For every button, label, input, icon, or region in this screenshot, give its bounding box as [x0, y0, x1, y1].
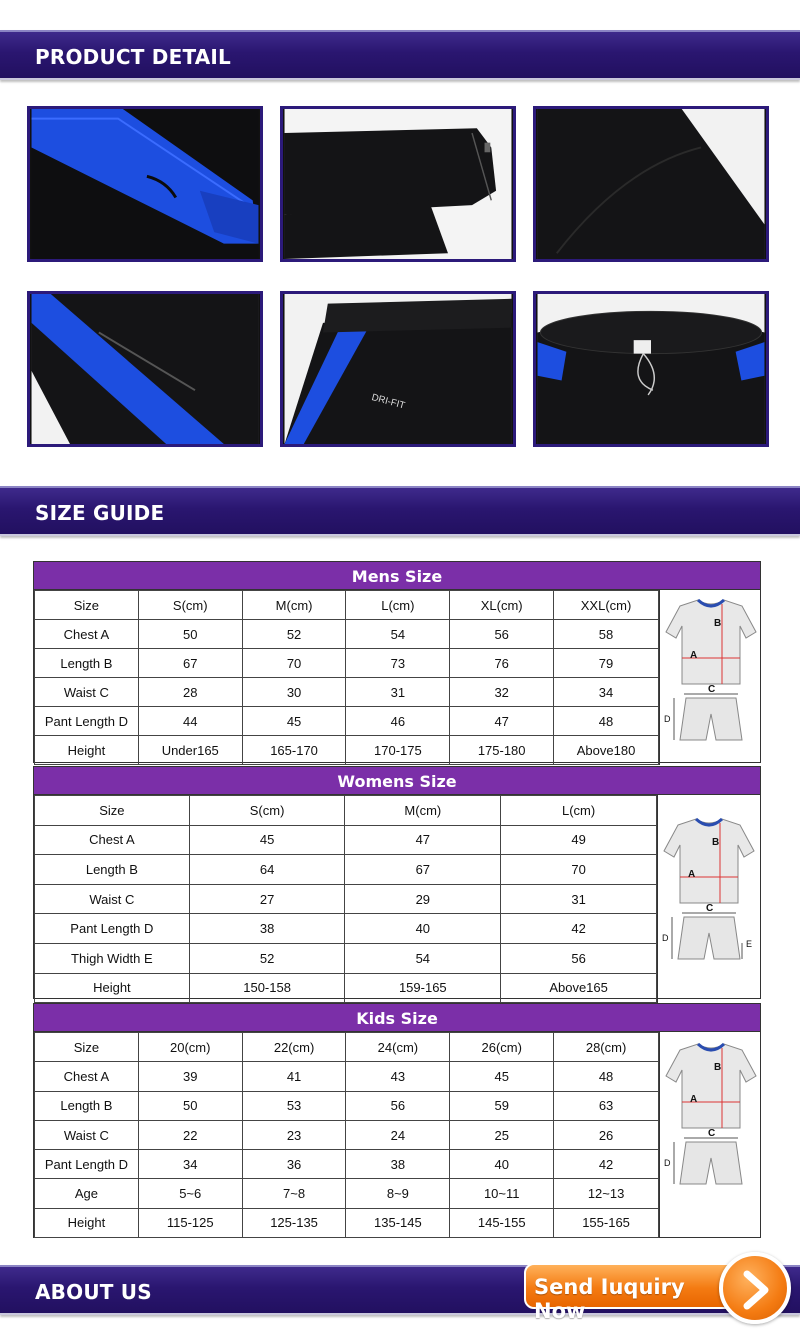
- row-label: Age: [35, 1179, 139, 1208]
- table-cell: 5~6: [138, 1179, 242, 1208]
- table-cell: 145-155: [450, 1208, 554, 1237]
- table-row: [35, 1120, 659, 1149]
- table-cell: 67: [138, 649, 242, 678]
- table-cell: 41: [242, 1062, 346, 1091]
- table-row: [35, 707, 659, 736]
- table-cell: 48: [554, 1062, 659, 1091]
- row-label: Height: [35, 736, 139, 765]
- table-row: [35, 620, 659, 649]
- table-cell: XL(cm): [450, 591, 554, 620]
- photo-side-pocket: [27, 291, 263, 447]
- mens-size-title: Mens Size: [34, 562, 760, 590]
- dri-fit-print: DRI-FIT: [370, 392, 407, 412]
- womens-size-table: [34, 795, 657, 1003]
- table-cell: 24(cm): [346, 1033, 450, 1062]
- table-cell: L(cm): [501, 796, 657, 826]
- table-cell: L(cm): [346, 591, 450, 620]
- kids-size-table: [34, 1032, 659, 1238]
- table-header-row: [35, 796, 657, 826]
- label-a: A: [690, 650, 698, 661]
- table-cell: 47: [345, 825, 501, 855]
- product-detail-banner: [0, 30, 800, 80]
- table-cell: 45: [450, 1062, 554, 1091]
- table-cell: 50: [138, 1091, 242, 1120]
- table-header-row: [35, 591, 659, 620]
- table-cell: 56: [346, 1091, 450, 1120]
- table-cell: 175-180: [450, 736, 554, 765]
- table-cell: 42: [554, 1150, 659, 1179]
- table-cell: 79: [554, 649, 659, 678]
- kids-size-diagram: [659, 1032, 760, 1238]
- row-label: Length B: [35, 1091, 139, 1120]
- label-c: C: [708, 1128, 716, 1139]
- row-label: Size: [35, 796, 190, 826]
- table-row: [35, 1062, 659, 1091]
- womens-garment-diagram: [658, 795, 762, 997]
- table-cell: 67: [345, 855, 501, 885]
- table-cell: 115-125: [138, 1208, 242, 1237]
- table-cell: 48: [554, 707, 659, 736]
- row-label: Waist C: [35, 884, 190, 914]
- row-label: Chest A: [35, 825, 190, 855]
- row-label: Chest A: [35, 1062, 139, 1091]
- table-row: [35, 649, 659, 678]
- table-row: [35, 736, 659, 765]
- table-cell: 54: [345, 943, 501, 973]
- photo-pant-leg-zipper: [280, 106, 516, 262]
- table-cell: 26(cm): [450, 1033, 554, 1062]
- table-cell: 53: [242, 1091, 346, 1120]
- send-inquiry-label: Send Iuquiry Now: [534, 1275, 685, 1323]
- table-cell: XXL(cm): [554, 591, 659, 620]
- table-cell: 28(cm): [554, 1033, 659, 1062]
- table-row: [35, 943, 657, 973]
- table-cell: 52: [242, 620, 346, 649]
- table-cell: 36: [242, 1150, 346, 1179]
- table-cell: 63: [554, 1091, 659, 1120]
- shorts-shape: [680, 1142, 742, 1184]
- size-guide-banner: [0, 486, 800, 536]
- womens-size-title: Womens Size: [34, 767, 760, 795]
- table-cell: 125-135: [242, 1208, 346, 1237]
- mens-size-block: [33, 561, 761, 763]
- table-row: [35, 1179, 659, 1208]
- table-cell: 49: [501, 825, 657, 855]
- table-header-row: [35, 1033, 659, 1062]
- table-cell: 45: [189, 825, 345, 855]
- row-label: Waist C: [35, 678, 139, 707]
- table-cell: Above165: [501, 973, 657, 1003]
- kids-size-title: Kids Size: [34, 1004, 760, 1032]
- table-cell: 70: [501, 855, 657, 885]
- table-cell: 40: [450, 1150, 554, 1179]
- table-cell: 52: [189, 943, 345, 973]
- shirt-shape: [666, 600, 756, 684]
- label-a: A: [690, 1094, 698, 1105]
- table-cell: 30: [242, 678, 346, 707]
- label-c: C: [708, 684, 716, 695]
- table-cell: 25: [450, 1120, 554, 1149]
- table-cell: 50: [138, 620, 242, 649]
- photo-sleeve-cuff: [27, 106, 263, 262]
- label-c: C: [706, 903, 714, 914]
- table-cell: 12~13: [554, 1179, 659, 1208]
- product-detail-title: PRODUCT DETAIL: [35, 45, 232, 69]
- table-cell: 45: [242, 707, 346, 736]
- table-cell: 165-170: [242, 736, 346, 765]
- table-row: [35, 855, 657, 885]
- row-label: Pant Length D: [35, 914, 190, 944]
- table-cell: 22(cm): [242, 1033, 346, 1062]
- row-label: Thigh Width E: [35, 943, 190, 973]
- label-d: D: [664, 1158, 671, 1168]
- table-cell: 7~8: [242, 1179, 346, 1208]
- label-d: D: [662, 933, 669, 943]
- table-cell: 28: [138, 678, 242, 707]
- table-cell: 56: [450, 620, 554, 649]
- womens-size-diagram: [657, 795, 760, 1003]
- table-cell: Above180: [554, 736, 659, 765]
- table-cell: S(cm): [138, 591, 242, 620]
- row-label: Pant Length D: [35, 1150, 139, 1179]
- label-a: A: [688, 869, 696, 880]
- kids-garment-diagram: [660, 1032, 762, 1236]
- table-cell: 34: [554, 678, 659, 707]
- table-cell: 54: [346, 620, 450, 649]
- kids-size-block: [33, 1003, 761, 1238]
- row-label: Pant Length D: [35, 707, 139, 736]
- row-label: Size: [35, 1033, 139, 1062]
- table-cell: 150-158: [189, 973, 345, 1003]
- table-cell: 135-145: [346, 1208, 450, 1237]
- chevron-right-icon[interactable]: [719, 1252, 791, 1324]
- row-label: Length B: [35, 649, 139, 678]
- shirt-shape: [666, 1044, 756, 1128]
- label-d: D: [664, 714, 671, 724]
- table-cell: 44: [138, 707, 242, 736]
- table-cell: 24: [346, 1120, 450, 1149]
- label-b: B: [712, 837, 720, 848]
- row-label: Chest A: [35, 620, 139, 649]
- table-cell: 29: [345, 884, 501, 914]
- table-cell: 46: [346, 707, 450, 736]
- table-cell: 32: [450, 678, 554, 707]
- table-cell: Under165: [138, 736, 242, 765]
- table-cell: 70: [242, 649, 346, 678]
- table-cell: 170-175: [346, 736, 450, 765]
- table-cell: 73: [346, 649, 450, 678]
- table-cell: 8~9: [346, 1179, 450, 1208]
- shirt-shape: [664, 819, 754, 903]
- table-cell: S(cm): [189, 796, 345, 826]
- table-row: [35, 914, 657, 944]
- table-row: [35, 1091, 659, 1120]
- label-e: E: [746, 939, 753, 949]
- womens-size-block: [33, 766, 761, 999]
- row-label: Height: [35, 1208, 139, 1237]
- table-row: [35, 1150, 659, 1179]
- table-cell: 39: [138, 1062, 242, 1091]
- table-cell: 58: [554, 620, 659, 649]
- about-us-title: ABOUT US: [35, 1280, 152, 1304]
- table-cell: 34: [138, 1150, 242, 1179]
- table-cell: 22: [138, 1120, 242, 1149]
- row-label: Height: [35, 973, 190, 1003]
- row-label: Size: [35, 591, 139, 620]
- label-b: B: [714, 1062, 722, 1073]
- row-label: Length B: [35, 855, 190, 885]
- table-cell: 159-165: [345, 973, 501, 1003]
- mens-size-table: [34, 590, 659, 765]
- send-inquiry-pill[interactable]: [524, 1263, 742, 1323]
- table-cell: 20(cm): [138, 1033, 242, 1062]
- table-cell: 56: [501, 943, 657, 973]
- table-cell: 155-165: [554, 1208, 659, 1237]
- table-row: [35, 678, 659, 707]
- label-b: B: [714, 618, 722, 629]
- photo-waistband-drawstring: [533, 291, 769, 447]
- table-cell: 64: [189, 855, 345, 885]
- table-cell: 47: [450, 707, 554, 736]
- shorts-shape: [678, 917, 740, 959]
- table-cell: 40: [345, 914, 501, 944]
- table-row: [35, 1208, 659, 1237]
- table-cell: 43: [346, 1062, 450, 1091]
- table-cell: 31: [346, 678, 450, 707]
- table-cell: 26: [554, 1120, 659, 1149]
- table-row: [35, 884, 657, 914]
- table-row: [35, 973, 657, 1003]
- row-label: Waist C: [35, 1120, 139, 1149]
- table-cell: 27: [189, 884, 345, 914]
- send-inquiry-button[interactable]: [524, 1260, 794, 1323]
- shorts-shape: [680, 698, 742, 740]
- table-cell: 31: [501, 884, 657, 914]
- mens-size-diagram: [659, 590, 760, 765]
- table-cell: 76: [450, 649, 554, 678]
- table-cell: M(cm): [345, 796, 501, 826]
- table-cell: 38: [189, 914, 345, 944]
- size-guide-title: SIZE GUIDE: [35, 501, 165, 525]
- table-cell: 38: [346, 1150, 450, 1179]
- table-cell: 10~11: [450, 1179, 554, 1208]
- table-cell: 23: [242, 1120, 346, 1149]
- mens-garment-diagram: [660, 590, 762, 762]
- photo-shoulder-seam: [533, 106, 769, 262]
- table-cell: 42: [501, 914, 657, 944]
- table-cell: 59: [450, 1091, 554, 1120]
- table-cell: M(cm): [242, 591, 346, 620]
- photo-waistband-stripe: [280, 291, 516, 447]
- table-row: [35, 825, 657, 855]
